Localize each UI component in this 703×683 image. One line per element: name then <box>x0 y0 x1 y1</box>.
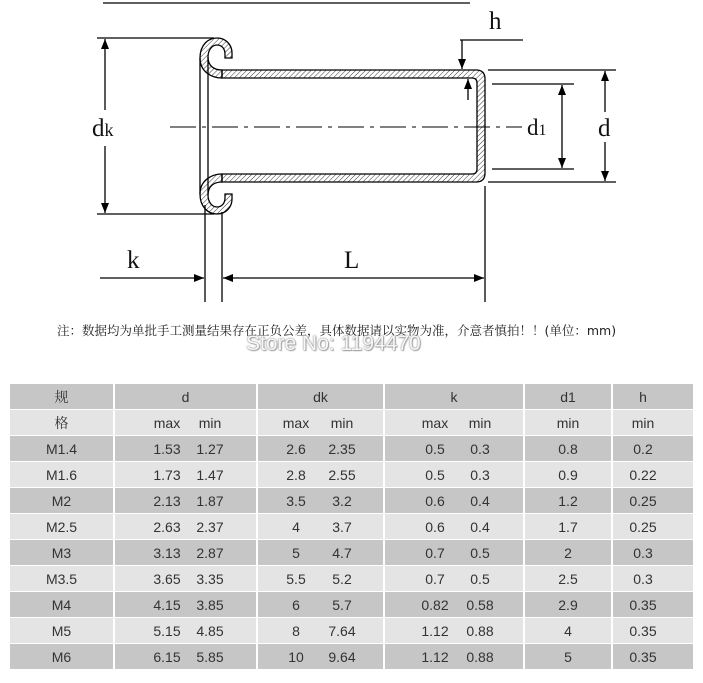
size-cell: M1.6 <box>10 462 115 487</box>
value-cell: 0.5 <box>425 440 445 457</box>
table-row <box>10 514 693 540</box>
value-cell: 0.8 <box>525 436 613 461</box>
value-cell: 3.7 <box>321 514 385 539</box>
subheader-d-min: min <box>189 410 258 435</box>
header-dk: dk <box>258 384 385 409</box>
subheader-d1-min: min <box>525 410 613 435</box>
value-cell: 9.64 <box>321 644 385 669</box>
value-cell: 0.9 <box>525 462 613 487</box>
value-cell: 2.9 <box>525 592 613 617</box>
value-cell: 0.7 <box>425 544 445 561</box>
dk-label <box>92 115 114 142</box>
measurement-note: 注：数据均为单批手工测量结果存在正负公差，具体数据请以实物为准，介意者慎拍！！(单位：mm) <box>57 323 617 338</box>
value-cell: 0.88 <box>458 644 525 669</box>
h-label: h <box>489 8 502 35</box>
value-cell: 0.35 <box>629 596 657 613</box>
table-row <box>10 488 693 514</box>
value-cell: 2.13 <box>153 492 181 509</box>
value-cell: 1.47 <box>189 462 258 487</box>
value-cell: 2.63 <box>153 518 181 535</box>
value-cell: 0.7 <box>425 570 445 587</box>
header-d1: d1 <box>525 384 613 409</box>
value-cell: 0.88 <box>458 618 525 643</box>
value-cell: 0.6 <box>425 518 445 535</box>
size-cell: M2.5 <box>10 514 115 539</box>
value-cell: 2.37 <box>189 514 258 539</box>
value-cell: 0.25 <box>629 492 657 509</box>
value-cell: 2.35 <box>321 436 385 461</box>
value-cell: 0.25 <box>629 518 657 535</box>
value-cell: 0.35 <box>629 622 657 639</box>
value-cell: 0.6 <box>425 492 445 509</box>
value-cell: 1.12 <box>421 622 449 639</box>
value-cell: 0.2 <box>633 440 653 457</box>
value-cell: 5.2 <box>321 566 385 591</box>
value-cell: 0.58 <box>458 592 525 617</box>
value-cell: 2 <box>525 540 613 565</box>
subheader-dk-max: max <box>282 414 310 431</box>
value-cell: 2.87 <box>189 540 258 565</box>
table-subheader-row <box>10 410 693 436</box>
size-cell: M5 <box>10 618 115 643</box>
value-cell: 1.7 <box>525 514 613 539</box>
value-cell: 3.5 <box>286 492 306 509</box>
header-spec-top: 规 <box>10 384 115 409</box>
value-cell: 5 <box>292 544 300 561</box>
subheader-k-max: max <box>421 414 449 431</box>
subheader-dk-min: min <box>321 410 385 435</box>
value-cell: 0.5 <box>458 566 525 591</box>
value-cell: 1.2 <box>525 488 613 513</box>
d1-label <box>527 115 547 140</box>
header-d: d <box>115 384 258 409</box>
value-cell: 5.5 <box>286 570 306 587</box>
value-cell: 1.87 <box>189 488 258 513</box>
value-cell: 2.8 <box>286 466 306 483</box>
value-cell: 0.3 <box>458 462 525 487</box>
rivet-technical-drawing <box>0 0 703 310</box>
value-cell: 4 <box>525 618 613 643</box>
value-cell: 2.55 <box>321 462 385 487</box>
value-cell: 0.4 <box>458 514 525 539</box>
d1-label-sub: 1 <box>538 122 547 139</box>
value-cell: 3.2 <box>321 488 385 513</box>
size-cell: M1.4 <box>10 436 115 461</box>
value-cell: 0.4 <box>458 488 525 513</box>
value-cell: 7.64 <box>321 618 385 643</box>
dk-label-main: d <box>92 115 105 142</box>
size-cell: M3 <box>10 540 115 565</box>
value-cell: 2.5 <box>525 566 613 591</box>
d1-label-main: d <box>527 115 539 140</box>
table-row <box>10 436 693 462</box>
value-cell: 1.73 <box>153 466 181 483</box>
size-table <box>10 384 693 670</box>
d-label: d <box>598 115 611 142</box>
value-cell: 0.3 <box>633 544 653 561</box>
L-label: L <box>344 247 360 274</box>
value-cell: 10 <box>288 648 304 665</box>
value-cell: 3.35 <box>189 566 258 591</box>
value-cell: 1.53 <box>153 440 181 457</box>
table-header-row <box>10 384 693 410</box>
subheader-k-min: min <box>458 410 525 435</box>
value-cell: 0.35 <box>629 648 657 665</box>
table-row <box>10 644 693 670</box>
value-cell: 4.15 <box>153 596 181 613</box>
value-cell: 3.13 <box>153 544 181 561</box>
value-cell: 0.5 <box>425 466 445 483</box>
size-cell: M2 <box>10 488 115 513</box>
table-row <box>10 540 693 566</box>
value-cell: 3.85 <box>189 592 258 617</box>
k-label: k <box>127 247 140 274</box>
value-cell: 5.15 <box>153 622 181 639</box>
header-spec-bottom: 格 <box>10 410 115 435</box>
table-row <box>10 566 693 592</box>
value-cell: 4.7 <box>321 540 385 565</box>
dk-label-sub: k <box>104 120 114 140</box>
header-k: k <box>385 384 525 409</box>
value-cell: 8 <box>292 622 300 639</box>
value-cell: 1.12 <box>421 648 449 665</box>
value-cell: 6 <box>292 596 300 613</box>
value-cell: 5 <box>525 644 613 669</box>
subheader-d-max: max <box>153 414 181 431</box>
value-cell: 5.85 <box>189 644 258 669</box>
table-body <box>10 436 693 670</box>
value-cell: 0.3 <box>458 436 525 461</box>
value-cell: 0.5 <box>458 540 525 565</box>
store-watermark: Store No: 1194470 <box>246 332 421 355</box>
value-cell: 0.3 <box>633 570 653 587</box>
size-cell: M3.5 <box>10 566 115 591</box>
table-row <box>10 618 693 644</box>
size-cell: M4 <box>10 592 115 617</box>
value-cell: 4 <box>292 518 300 535</box>
table-row <box>10 462 693 488</box>
header-h: h <box>639 388 647 405</box>
value-cell: 3.65 <box>153 570 181 587</box>
subheader-h-min: min <box>631 414 655 431</box>
value-cell: 2.6 <box>286 440 306 457</box>
value-cell: 5.7 <box>321 592 385 617</box>
size-cell: M6 <box>10 644 115 669</box>
shank-wall <box>222 70 485 182</box>
value-cell: 4.85 <box>189 618 258 643</box>
value-cell: 6.15 <box>153 648 181 665</box>
table-row <box>10 592 693 618</box>
value-cell: 1.27 <box>189 436 258 461</box>
value-cell: 0.22 <box>629 466 657 483</box>
value-cell: 0.82 <box>421 596 449 613</box>
